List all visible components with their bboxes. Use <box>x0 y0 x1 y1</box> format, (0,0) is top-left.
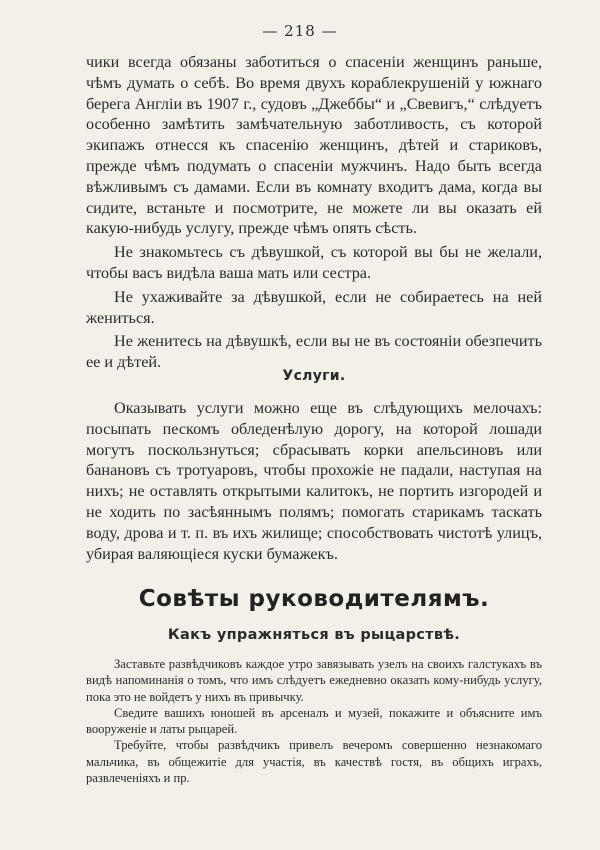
services-text <box>86 398 542 564</box>
section-heading-services: Услуги. <box>282 368 346 384</box>
paragraph: Требуйте, чтобы развѣдчикъ привелъ вечеромъ совершенно незнакомаго мальчика, въ общежитiе для участiя, въ качествѣ гостя, въ общихъ играхъ, развлеченiяхъ и пр. <box>86 738 542 786</box>
page-number: — 218 — <box>262 22 338 40</box>
chapter-subheading: Какъ упражняться въ рыцарствѣ. <box>167 627 461 643</box>
paragraph: Заставьте развѣдчиковъ каждое утро завязывать узелъ на своихъ галстукахъ въ видѣ напоминанiя о томъ, что имъ слѣдуетъ ежедневно оказать кому-нибудь услугу, пока это не войдетъ у нихъ въ привычку. <box>86 657 542 704</box>
paragraph: Не женитесь на дѣвушкѣ, если вы не въ состоянiи обезпечить ее и дѣтей. <box>86 332 542 372</box>
paragraph: Сведите вашихъ юношей въ арсеналъ и музей, покажите и объясните имъ вооруженiе и латы рыцарей. <box>86 705 542 737</box>
paragraph: чики всегда обязаны заботиться о спасенiи женщинъ раньше, чѣмъ думать о себѣ. Во время двухъ кораблекрушенiй у южнаго берега Англiи въ 1907 г., судовъ „Джеббы“ и „Свевигъ,“ слѣдуетъ особенно замѣтить замѣчательную заботливость, съ которой экипажъ отнесся къ спасенiю женщинъ, дѣтей и стариковъ, прежде чѣмъ подумать о спасенiи мужчинъ. Надо быть всегда вѣжливымъ съ дамами. Если въ комнату входитъ дама, когда вы сидите, встаньте и посмотрите, не можете ли вы оказать ей какую-нибудь услугу, прежде чѣмъ опять сѣсть. <box>86 53 542 238</box>
chapter-title: Совѣты руководителямъ. <box>138 586 490 612</box>
paragraph: Не знакомьтесь съ дѣвушкой, съ которой вы бы не желали, чтобы васъ видѣла ваша мать или сестра. <box>86 243 542 282</box>
section-continued-text <box>86 52 542 373</box>
paragraph: Не ухаживайте за дѣвушкой, если не собираетесь на ней жениться. <box>86 287 542 327</box>
chapter-text <box>86 656 542 786</box>
paragraph: Оказывать услуги можно еще въ слѣдующихъ мелочахъ: посыпать пескомъ обледенѣлую дорогу, на которой лошади могутъ поскользнуться; сбрасывать корки апельсиновъ или банановъ съ тротуаровъ, чтобы прохожiе не падали, наступая на нихъ; не оставлять открытыми калитокъ, не портить изгородей и не ходить по засѣяннымъ полямъ; помогать старикамъ таскать воду, дрова и т. п. въ ихъ жилище; способствовать чистотѣ улицъ, убирая валяющiеся куски бумажекъ. <box>86 399 542 563</box>
